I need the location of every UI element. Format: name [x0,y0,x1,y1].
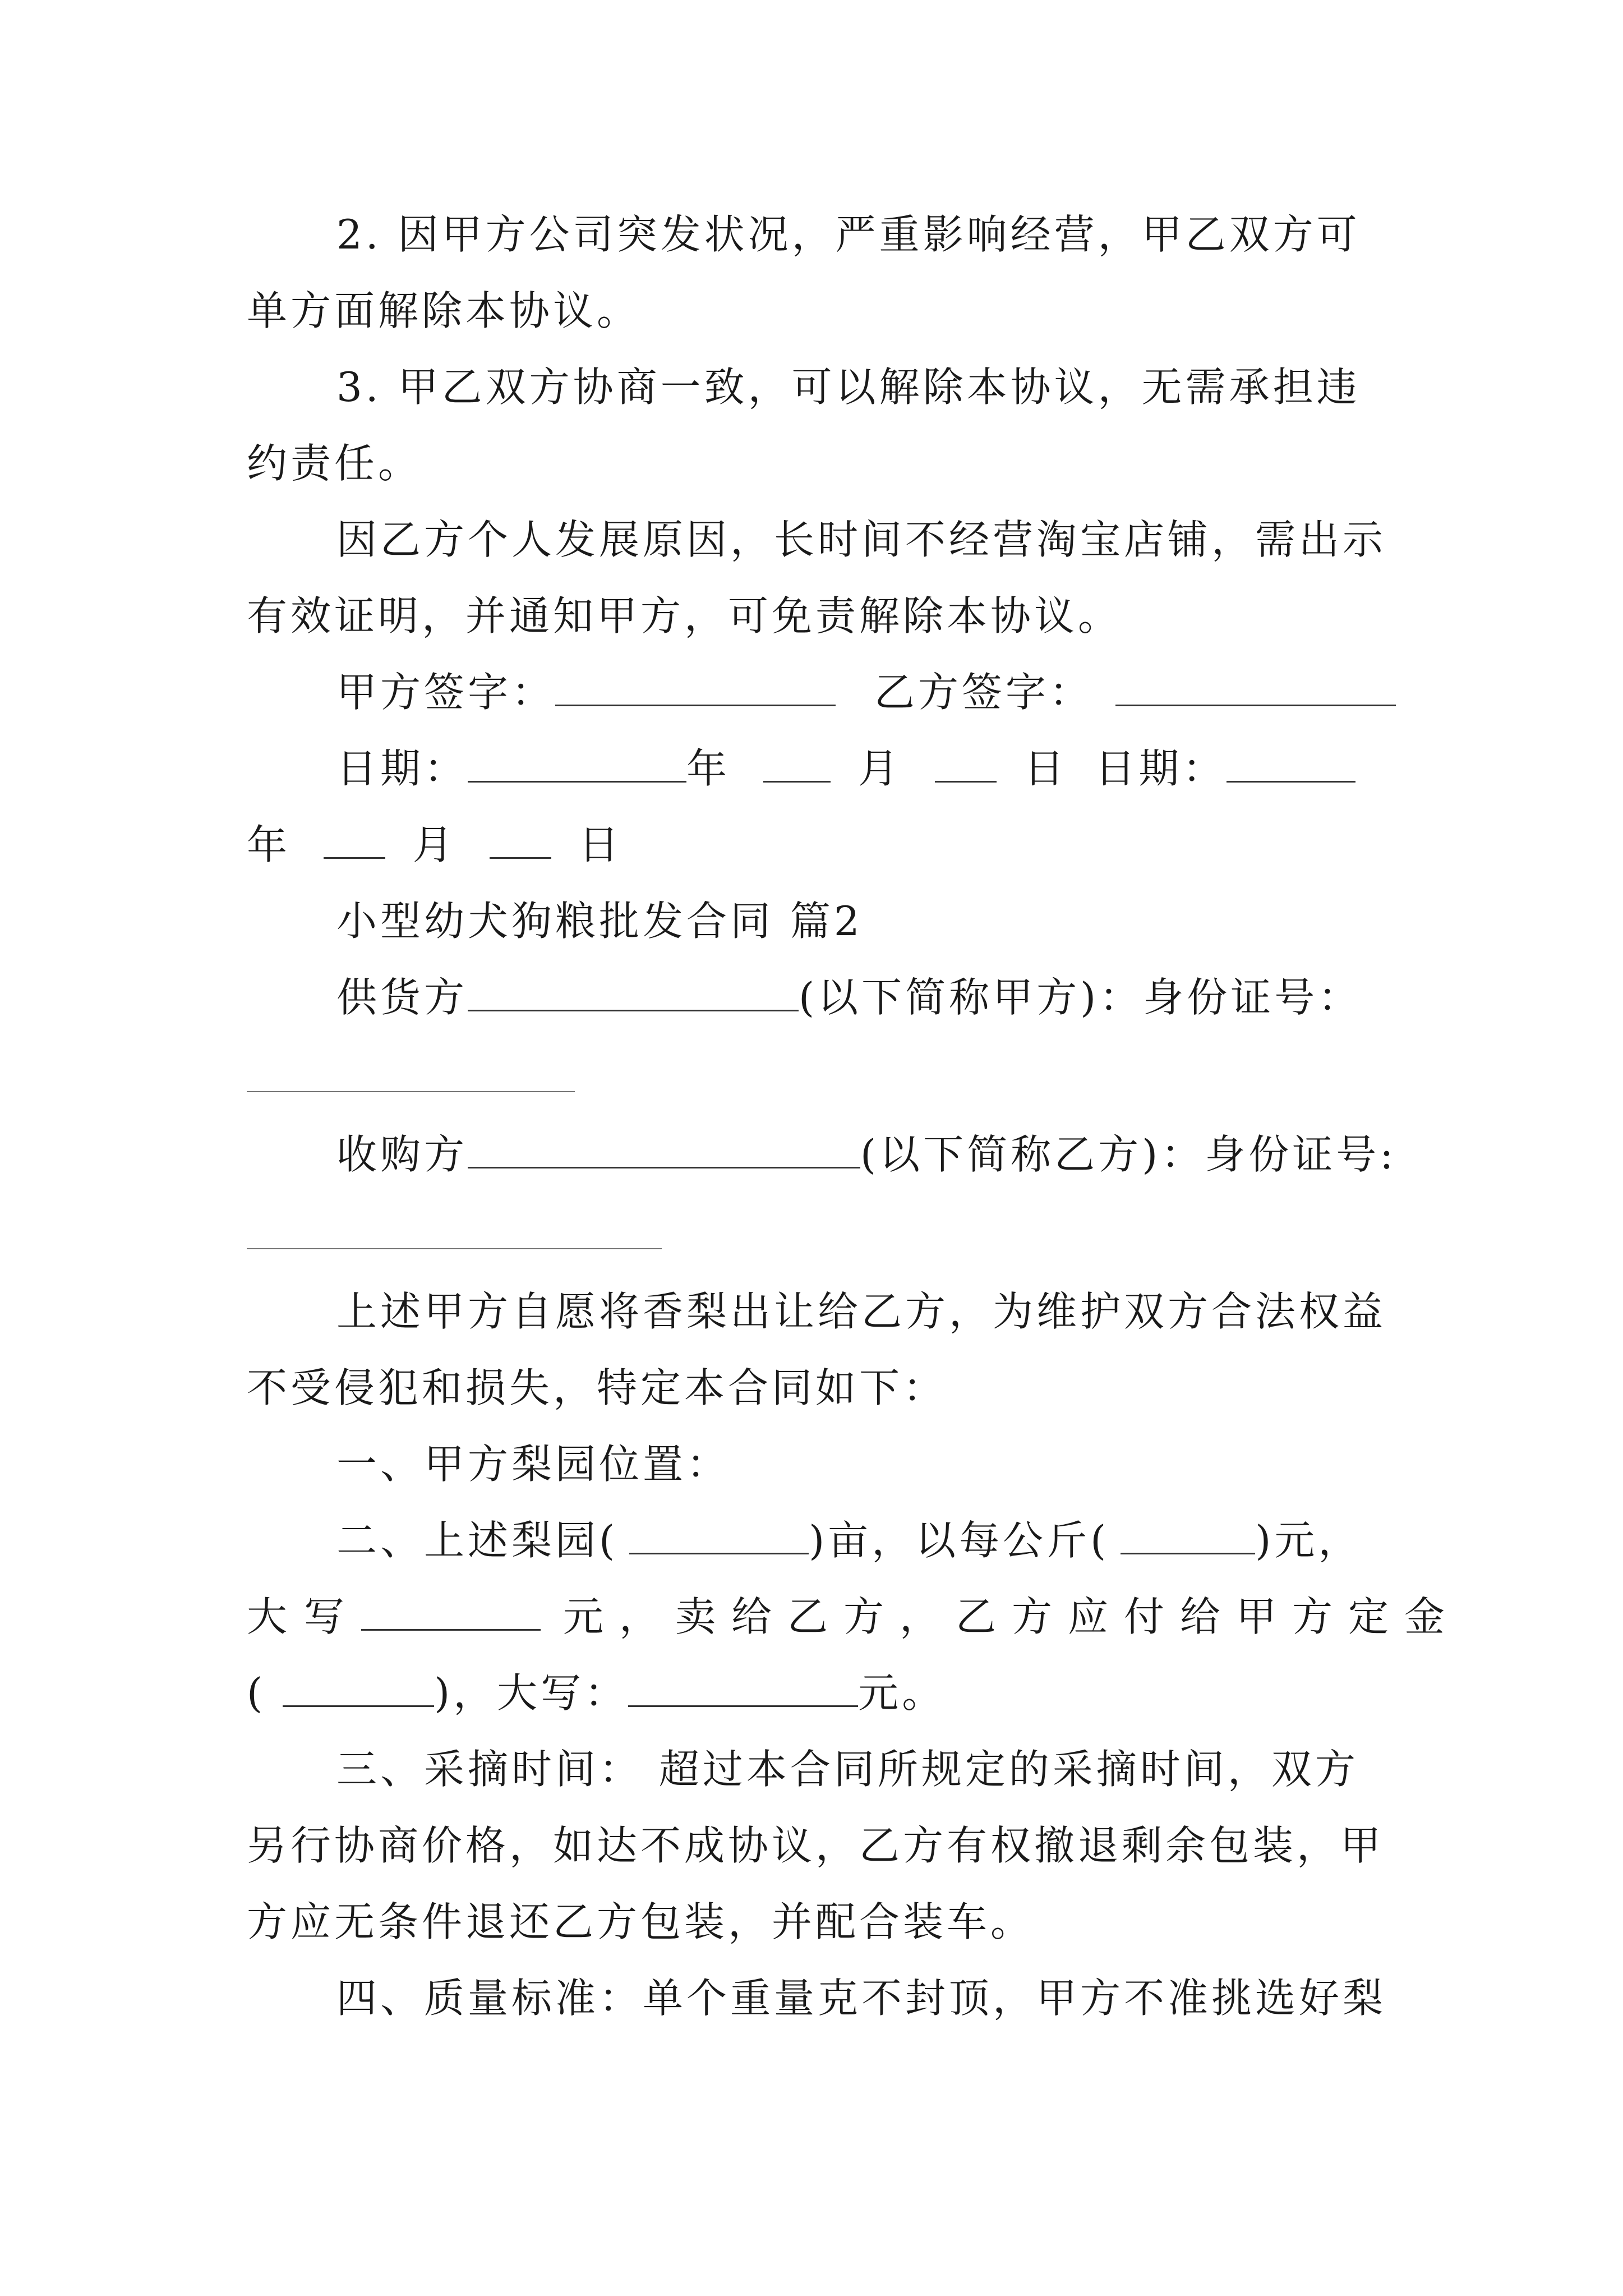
date-row-continued [247,818,623,872]
intent-line-2: 不受侵犯和损失，特定本合同如下： [247,1364,947,1411]
section-3-line-2: 另行协商价格，如达不成协议，乙方有权撤退剩余包装，甲 [247,1822,1385,1869]
month-label-a: 月 [857,745,902,792]
deposit-blank [283,1672,434,1707]
date-year-blank-a [468,747,686,783]
section-4-line-1: 四、质量标准：单个重量克不封顶，甲方不准挑选好梨 [336,1975,1387,2022]
clause-2-line-1: 2. 因甲方公司突发状况，严重影响经营，甲乙双方可 [336,211,1361,258]
buyer-name-blank [468,1133,860,1168]
section-2-text-c: )元， [1255,1517,1362,1564]
section-2-text-e: 元，卖给乙方，乙方应付给甲方定金 [563,1593,1461,1640]
buyer-suffix: (以下简称乙方)：身份证号: [860,1131,1397,1178]
deposit-in-words-blank [628,1672,858,1707]
year-label-a: 年 [686,745,731,792]
supplier-name-blank [468,976,799,1011]
signature-row [336,665,1396,719]
date-year-blank-b [1227,747,1355,783]
month-label-b: 月 [412,821,457,868]
party-b-sign-label: 乙方签字： [874,669,1093,716]
section-2-text-b: )亩，以每公斤( [809,1517,1110,1564]
unit-price-blank [1121,1519,1255,1554]
date-month-blank-b [324,823,385,859]
clause-3-line-2: 约责任。 [247,440,422,487]
section-2-line-1 [336,1513,1362,1567]
supplier-row [336,970,1362,1024]
section-2-text-g: )，大写： [434,1669,629,1717]
date-day-blank-b [490,823,551,859]
year-label-b: 年 [247,821,291,868]
contract-2-title: 小型幼犬狗粮批发合同 篇2 [336,898,863,945]
party-a-sign-label: 甲方签字： [336,669,556,716]
section-3-line-1: 三、采摘时间： 超过本合同所规定的采摘时间，双方 [336,1746,1359,1793]
supplier-label: 供货方 [336,974,468,1021]
acreage-blank [629,1519,809,1554]
supplier-id-blank [247,1091,575,1092]
section-2-text-h: 元。 [858,1669,946,1717]
day-label-a: 日 [1023,745,1068,792]
section-2-text-a: 二、上述梨园( [336,1517,619,1564]
section-1-location: 一、甲方梨园位置： [336,1441,731,1488]
buyer-row [336,1128,1396,1181]
date-month-blank-a [763,747,831,783]
section-2-text-f: ( [247,1669,266,1717]
exemption-line-2: 有效证明，并通知甲方，可免责解除本协议。 [247,592,1122,639]
section-2-line-3 [247,1666,946,1720]
date-label-b: 日期： [1095,745,1227,792]
exemption-line-1: 因乙方个人发展原因，长时间不经营淘宝店铺，需出示 [336,516,1387,563]
buyer-id-blank [247,1248,662,1249]
date-day-blank-a [935,747,997,783]
party-a-sign-blank [555,671,836,706]
supplier-suffix: (以下简称甲方)：身份证号： [799,974,1362,1021]
amount-in-words-blank [361,1595,541,1631]
section-2-line-2 [247,1590,1460,1644]
date-label-a: 日期： [336,745,468,792]
clause-2-line-2: 单方面解除本协议。 [247,287,641,334]
clause-3-line-1: 3. 甲乙双方协商一致，可以解除本协议，无需承担违 [336,364,1361,411]
party-b-sign-blank [1115,671,1396,706]
section-2-text-d: 大写 [247,1593,362,1640]
intent-line-1: 上述甲方自愿将香梨出让给乙方，为维护双方合法权益 [336,1288,1387,1335]
day-label-b: 日 [578,821,623,868]
section-3-line-3: 方应无条件退还乙方包装，并配合装车。 [247,1898,1035,1945]
buyer-label: 收购方 [336,1131,468,1178]
date-row [336,742,1355,795]
